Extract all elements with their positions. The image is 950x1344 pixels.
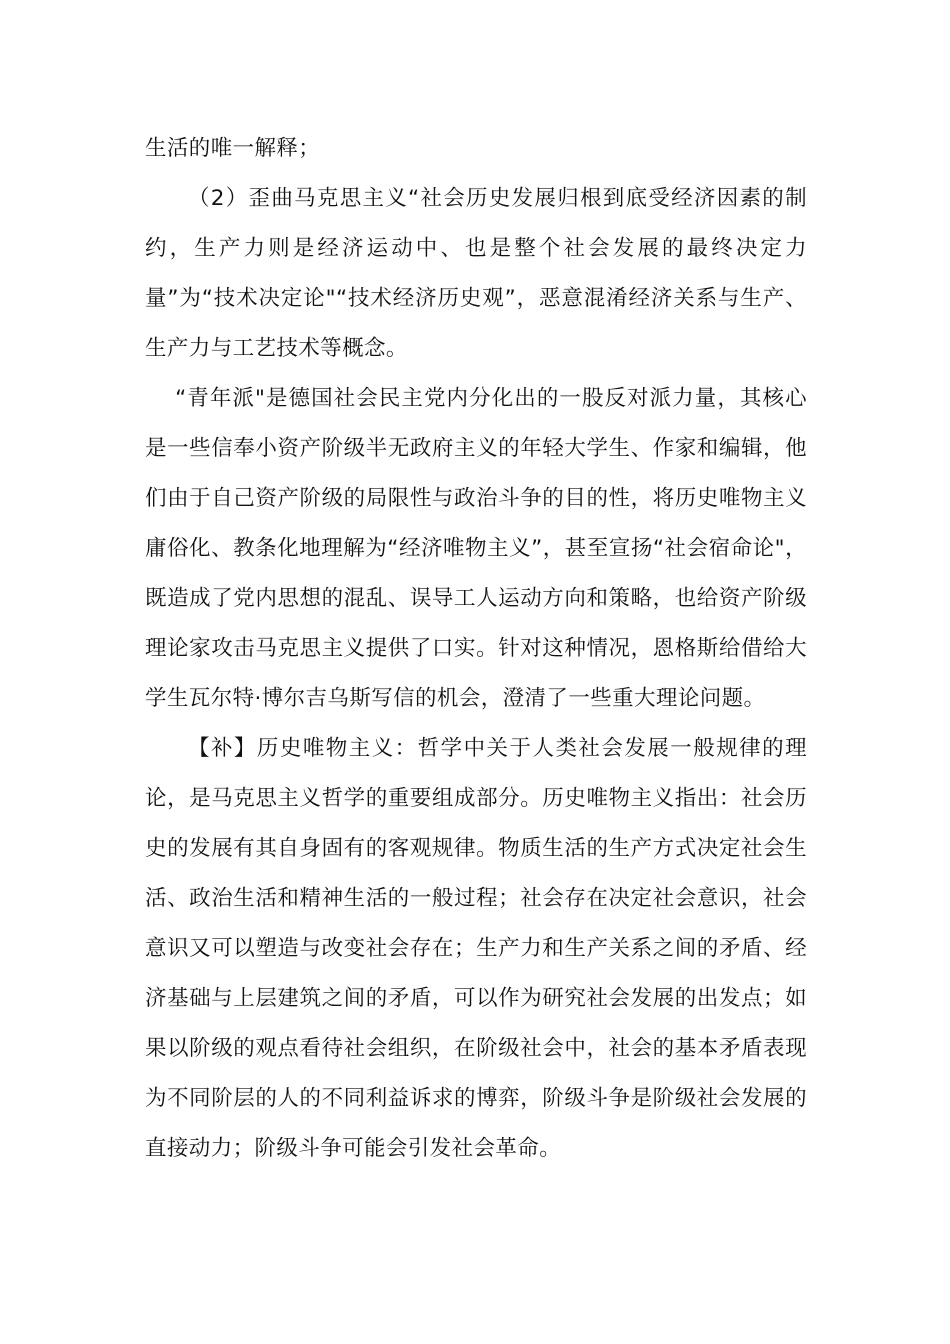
- paragraph-point-2: （2）歪曲马克思主义“社会历史发展归根到底受经济因素的制约，生产力则是经济运动中、也是整个社会发展的最终决定力量”为“技术决定论"“技术经济历史观”，恶意混淆经济关系与生产、生产力与工艺技术等概念。: [145, 186, 807, 361]
- paragraph-youth-faction: “青年派"是德国社会民主党内分化出的一股反对派力量，其核心是一些信奉小资产阶级半无政府主义的年轻大学生、作家和编辑，他们由于自己资产阶级的局限性与政治斗争的目的性，将历史唯物主义庸俗化、教条化地理解为“经济唯物主义”，甚至宣扬“社会宿命论"，既造成了党内思想的混乱、误导工人运动方向和策略，也给资产阶级理论家攻击马克思主义提供了口实。针对这种情况，恩格斯给借给大学生瓦尔特·博尔吉乌斯写信的机会，澄清了一些重大理论问题。: [145, 386, 807, 711]
- paragraph-continuation: 生活的唯一解释；: [145, 136, 321, 161]
- paragraph-supplement: 【补】历史唯物主义：哲学中关于人类社会发展一般规律的理论，是马克思主义哲学的重要组成部分。历史唯物主义指出：社会历史的发展有其自身固有的客观规律。物质生活的生产方式决定社会生活、政治生活和精神生活的一般过程；社会存在决定社会意识，社会意识又可以塑造与改变社会存在；生产力和生产关系之间的矛盾、经济基础与上层建筑之间的矛盾，可以作为研究社会发展的出发点；如果以阶级的观点看待社会组织，在阶级社会中，社会的基本矛盾表现为不同阶层的人的不同利益诉求的博弈，阶级斗争是阶级社会发展的直接动力；阶级斗争可能会引发社会革命。: [145, 736, 807, 1161]
- document-body: [145, 124, 807, 1174]
